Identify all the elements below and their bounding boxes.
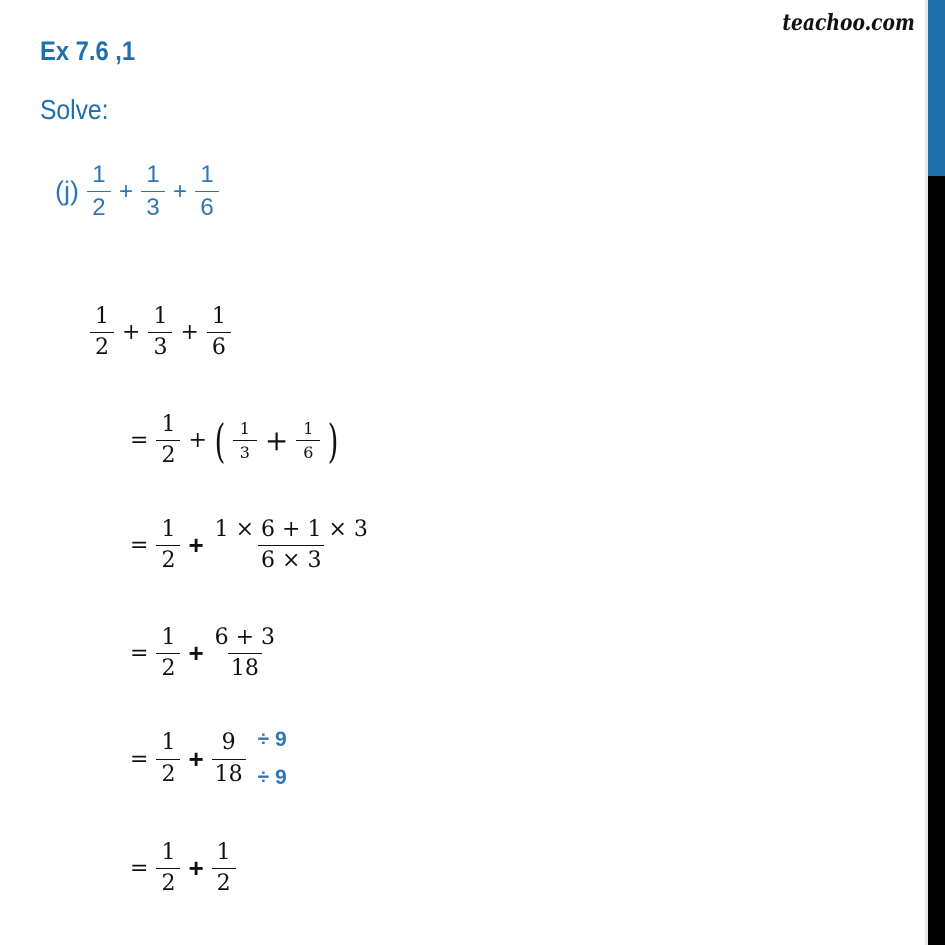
step-3	[126, 518, 375, 573]
denominator: 2	[156, 545, 180, 573]
scrollbar-thumb[interactable]	[928, 0, 945, 176]
equals-sign: =	[130, 856, 149, 882]
denominator: 6 × 3	[258, 545, 324, 573]
denominator: 3	[233, 440, 257, 462]
numerator: 1	[153, 304, 168, 329]
denominator: 2	[212, 868, 236, 896]
left-paren: (	[214, 413, 226, 468]
denominator: 3	[148, 332, 172, 360]
plus-sign: +	[188, 638, 204, 669]
fraction	[296, 420, 320, 462]
denominator: 2	[156, 440, 180, 468]
step-4	[126, 626, 282, 681]
equals-sign: =	[130, 641, 149, 667]
denominator: 2	[156, 653, 180, 681]
plus-sign: +	[188, 743, 204, 774]
denominator: 2	[90, 332, 114, 360]
plus-sign: +	[173, 177, 188, 205]
denominator: 6	[207, 332, 231, 360]
numerator: 1	[92, 161, 106, 188]
fraction	[156, 841, 180, 896]
fraction	[212, 626, 278, 681]
numerator: 1 × 6 + 1 × 3	[214, 517, 368, 542]
fraction	[156, 518, 180, 573]
numerator: 1	[95, 304, 109, 329]
fraction	[212, 518, 371, 573]
numerator: 9	[221, 730, 236, 756]
step-5	[126, 728, 287, 790]
step-6	[126, 841, 240, 896]
teachoo-logo: teachoo.com	[782, 10, 915, 36]
divide-by-9-top: ÷ 9	[257, 728, 287, 751]
numerator: 1	[303, 418, 314, 438]
fraction	[212, 731, 246, 786]
fraction	[156, 413, 180, 468]
numerator: 1	[200, 161, 214, 188]
step-1	[86, 305, 235, 360]
denominator: 2	[156, 868, 180, 896]
numerator: 1	[239, 418, 250, 438]
plus-sign: +	[180, 320, 199, 346]
equals-sign: =	[130, 746, 149, 772]
denominator: 18	[212, 759, 246, 787]
fraction	[87, 162, 111, 222]
equals-sign: =	[130, 533, 149, 559]
numerator: 1	[211, 304, 226, 329]
numerator: 1	[161, 730, 176, 756]
fraction	[90, 305, 114, 360]
numerator: 1	[161, 625, 176, 650]
plus-sign: +	[122, 320, 141, 346]
fraction	[141, 162, 165, 222]
divide-by-9-bottom: ÷ 9	[257, 766, 287, 789]
numerator: 1	[161, 840, 176, 865]
right-paren: )	[327, 413, 339, 468]
question-label: (j)	[55, 176, 79, 207]
denominator: 6	[195, 191, 219, 221]
numerator: 1	[161, 517, 176, 542]
fraction	[212, 841, 236, 896]
step-2	[126, 413, 342, 468]
numerator: 1	[216, 840, 231, 865]
exercise-title: Ex 7.6 ,1	[40, 36, 136, 66]
fraction	[148, 305, 172, 360]
denominator: 3	[141, 191, 165, 221]
fraction	[156, 626, 180, 681]
plus-sign: +	[188, 853, 204, 884]
plus-sign: +	[118, 177, 133, 205]
question	[55, 162, 223, 222]
denominator: 18	[228, 653, 262, 681]
denominator: 2	[87, 191, 111, 221]
equals-sign: =	[130, 428, 149, 454]
numerator: 6 + 3	[214, 625, 276, 650]
denominator: 2	[156, 759, 180, 787]
numerator: 1	[161, 412, 176, 437]
plus-sign: +	[188, 530, 204, 561]
denominator: 6	[296, 440, 320, 462]
numerator: 1	[146, 161, 160, 188]
fraction	[233, 420, 257, 462]
fraction	[207, 305, 231, 360]
divide-annotation	[258, 728, 287, 790]
plus-sign: +	[264, 424, 289, 458]
fraction	[156, 731, 180, 786]
prompt-text: Solve:	[40, 94, 109, 125]
plus-sign: +	[188, 428, 207, 454]
fraction	[195, 162, 219, 222]
